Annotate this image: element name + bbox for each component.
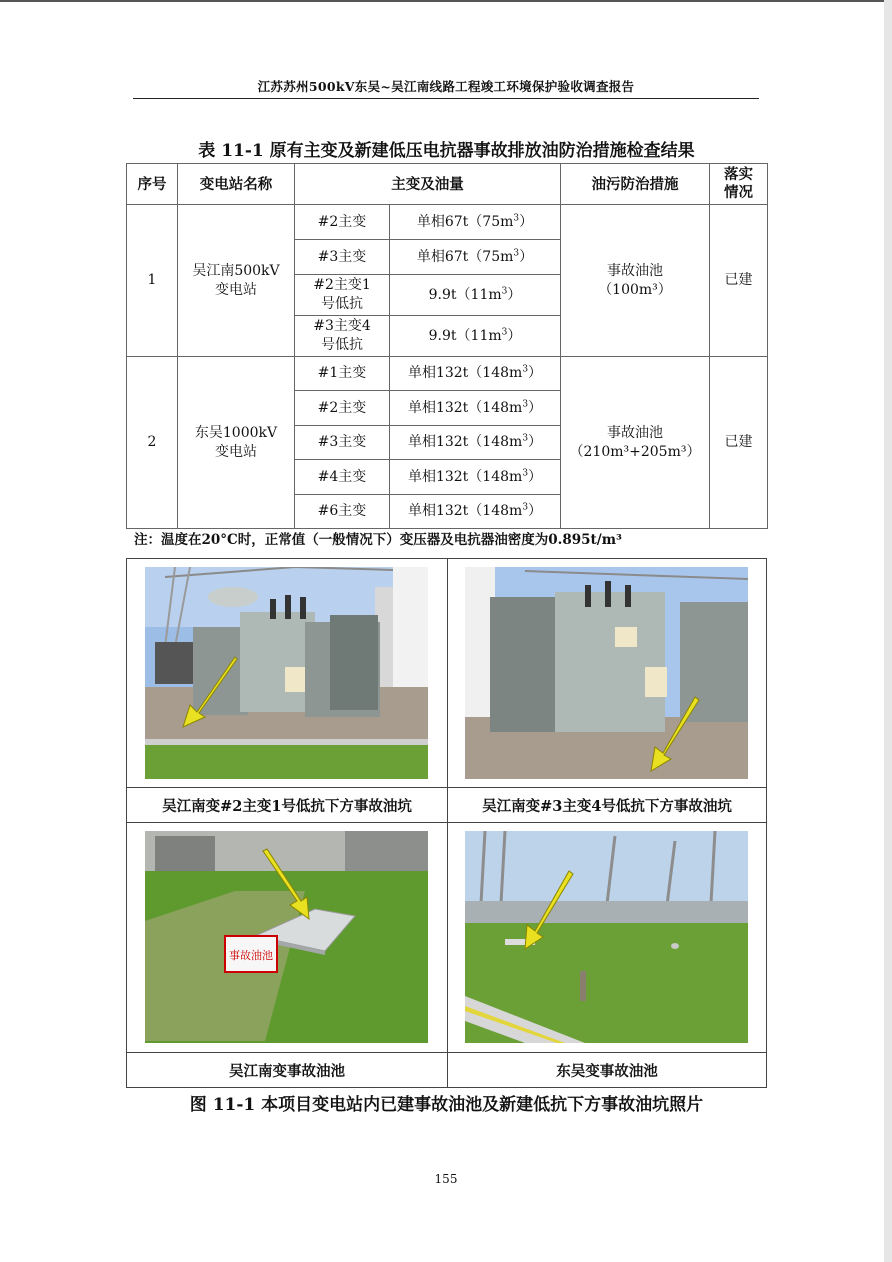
station2-seq: 2: [127, 357, 178, 529]
station2-status: 已建: [710, 357, 768, 529]
station1-status: 已建: [710, 205, 768, 357]
grid-divider-vertical: [447, 559, 448, 1087]
page-number: 155: [434, 1172, 458, 1186]
oil-value: 单相132t（148m: [407, 365, 523, 381]
photo-transformer-3-reactor-4: [465, 567, 748, 779]
oil-value: 9.9t（11m: [428, 286, 502, 303]
photo-caption: 吴江南变事故油池: [229, 1063, 345, 1080]
table-row: [127, 205, 768, 240]
photo-caption: 吴江南变#2主变1号低抗下方事故油坑: [162, 798, 412, 815]
photo-dongwu-oil-pit: [465, 831, 748, 1043]
station2-unit: #2主变: [295, 391, 390, 426]
oil-value-end: ）: [528, 434, 543, 450]
page-right-margin: [884, 0, 892, 1262]
grid-divider: [127, 1052, 766, 1053]
oil-unit-sup: 3: [501, 285, 508, 296]
oil-value: 9.9t（11m: [428, 327, 502, 344]
header-rule: [133, 98, 759, 99]
oil-pool-sign-text: 事故油池: [229, 949, 273, 962]
oil-value: 单相67t（75m: [416, 213, 514, 230]
station2-unit: #6主变: [295, 495, 390, 529]
header-seq: 序号: [127, 164, 178, 205]
station1-unit-cell: [295, 316, 390, 357]
oil-unit-sup: 3: [522, 502, 529, 513]
header-transformer: 主变及油量: [295, 164, 561, 205]
grid-divider: [127, 822, 766, 823]
oil-value-end: ）: [507, 327, 522, 344]
station2-oil: [390, 426, 561, 460]
station2-name-cell: [178, 357, 295, 529]
oil-unit-sup: 3: [522, 398, 529, 409]
station1-name-cell: [178, 205, 295, 357]
photo-caption: 吴江南变#3主变4号低抗下方事故油坑: [482, 798, 732, 815]
photo-caption: 东吴变事故油池: [556, 1063, 658, 1080]
station1-oil: [390, 316, 561, 357]
station2-oil: [390, 495, 561, 529]
oil-value-end: ）: [519, 213, 534, 230]
oil-value: 单相132t（148m: [407, 503, 523, 519]
station1-unit-cell: [295, 275, 390, 316]
oil-unit-sup: 3: [513, 212, 520, 223]
oil-value-end: ）: [528, 365, 543, 381]
photo-grid: [126, 558, 767, 1088]
station2-measure: [561, 357, 710, 529]
station2-unit: #1主变: [295, 357, 390, 391]
header-status-text: 落实情况: [724, 166, 753, 201]
station1-seq: 1: [127, 205, 178, 357]
table-header-row: [127, 164, 768, 205]
station1-measure-line2: （100m³）: [598, 281, 672, 298]
oil-value: 单相132t（148m: [407, 399, 523, 416]
grid-divider: [127, 787, 766, 788]
station1-oil: [390, 240, 561, 275]
oil-unit-sup: 3: [522, 433, 529, 444]
header-status: [710, 164, 768, 205]
station2-measure-line1: 事故油池: [607, 424, 663, 441]
station1-unit: #2主变1号低抗: [313, 277, 371, 312]
station1-measure: [561, 205, 710, 357]
station1-oil: [390, 275, 561, 316]
header-measure: 油污防治措施: [561, 164, 710, 205]
station2-oil: [390, 357, 561, 391]
station2-oil: [390, 391, 561, 426]
table-caption: 表 11-1 原有主变及新建低压电抗器事故排放油防治措施检查结果: [198, 141, 695, 161]
table-row: [127, 357, 768, 391]
header-station: 变电站名称: [178, 164, 295, 205]
oil-value-end: ）: [528, 503, 543, 519]
station1-measure-line1: 事故油池: [607, 262, 663, 279]
oil-prevention-table: [126, 163, 768, 529]
oil-value-end: ）: [528, 468, 543, 485]
station1-unit: #3主变: [295, 240, 390, 275]
oil-unit-sup: 3: [522, 364, 529, 375]
station1-name: 吴江南500kV变电站: [192, 262, 280, 298]
running-header: 江苏苏州500kV东吴~吴江南线路工程竣工环境保护验收调查报告: [257, 79, 635, 94]
oil-value-end: ）: [528, 399, 543, 416]
photo-transformer-2-reactor-1: [145, 567, 428, 779]
oil-unit-sup: 3: [501, 326, 508, 337]
station2-measure-line2: （210m³+205m³）: [569, 443, 701, 460]
station2-unit: #3主变: [295, 426, 390, 460]
figure-caption: 图 11-1 本项目变电站内已建事故油池及新建低抗下方事故油坑照片: [189, 1095, 704, 1115]
station2-unit: #4主变: [295, 460, 390, 495]
oil-value: 单相132t（148m: [407, 434, 523, 450]
oil-value-end: ）: [519, 248, 534, 265]
oil-value-end: ）: [507, 286, 522, 303]
oil-unit-sup: 3: [513, 247, 520, 258]
oil-value: 单相67t（75m: [416, 248, 514, 265]
station2-name: 东吴1000kV变电站: [194, 424, 278, 460]
station1-oil: [390, 205, 561, 240]
oil-unit-sup: 3: [522, 467, 529, 478]
photo-wujiangnan-oil-pit: [145, 831, 428, 1043]
station2-oil: [390, 460, 561, 495]
table-note: 注：温度在20°C时，正常值（一般情况下）变压器及电抗器油密度为0.895t/m³: [134, 532, 622, 548]
station1-unit: #2主变: [295, 205, 390, 240]
page-top-border: [0, 0, 892, 2]
station1-unit: #3主变4号低抗: [313, 318, 371, 353]
oil-value: 单相132t（148m: [407, 468, 523, 485]
